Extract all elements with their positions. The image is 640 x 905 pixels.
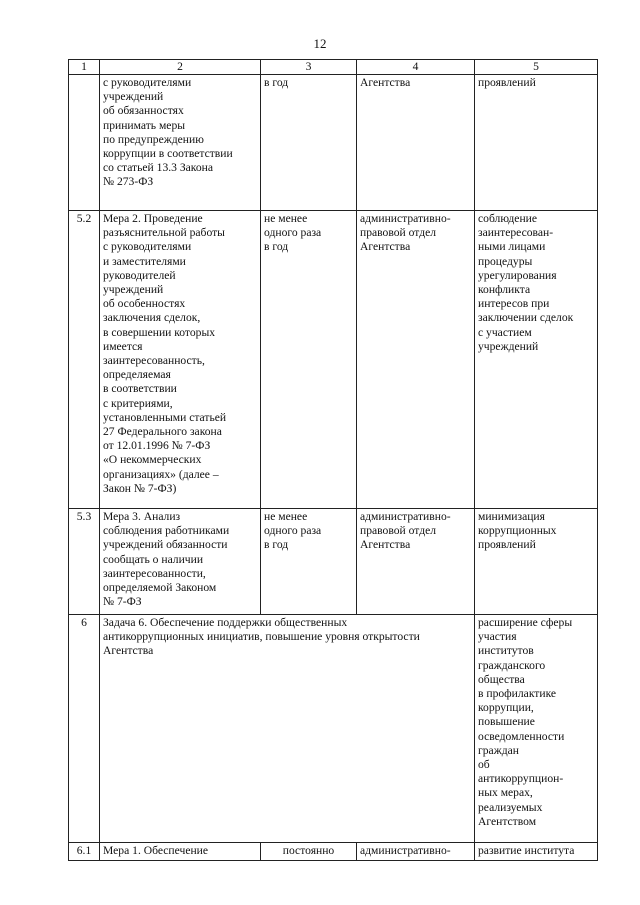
table-row [69, 75, 598, 211]
result-cell: соблюдение заинтересован- ными лицами процедуры урегулирования конфликта интересов при заключении сделок с участием учреждений [475, 211, 598, 509]
row-number [69, 75, 100, 211]
result-cell: проявлений [475, 75, 598, 211]
measure-cell: Мера 3. Анализ соблюдения работниками учреждений обязанности сообщать о наличии заинтересованности, определяемой Законом № 7-ФЗ [100, 509, 261, 615]
term-cell: в год [261, 75, 357, 211]
executor-cell: административно- правовой отдел Агентства [357, 211, 475, 509]
table-row [69, 843, 598, 861]
task-title-cell: Задача 6. Обеспечение поддержки общественных антикоррупционных инициатив, повышение уровня открытости Агентства [100, 615, 475, 843]
table-row [69, 211, 598, 509]
measures-table [68, 59, 598, 861]
task-row [69, 615, 598, 843]
column-number-4: 4 [357, 60, 475, 75]
term-cell: постоянно [261, 843, 357, 861]
result-cell: расширение сферы участия институтов гражданского общества в профилактике коррупции, повышение осведомленности граждан об антикоррупцион- ных мерах, реализуемых Агентством [475, 615, 598, 843]
executor-cell: административно- правовой отдел Агентства [357, 509, 475, 615]
page-number: 12 [313, 36, 327, 51]
measure-cell: Мера 1. Обеспечение [100, 843, 261, 861]
column-number-2: 2 [100, 60, 261, 75]
result-cell: минимизация коррупционных проявлений [475, 509, 598, 615]
column-number-row [69, 60, 598, 75]
executor-cell: административно- [357, 843, 475, 861]
measure-cell: с руководителями учреждений об обязанностях принимать меры по предупреждению коррупции в соответствии со статьей 13.3 Закона № 273-ФЗ [100, 75, 261, 211]
term-cell: не менее одного раза в год [261, 509, 357, 615]
measure-cell: Мера 2. Проведение разъяснительной работы с руководителями и заместителями руководителей учреждений об особенностях заключения сделок, в совершении которых имеется заинтересованность, определяемая в соответствии с критериями, установленными статьей 27 Федерального закона от 12.01.1996 № 7-ФЗ «О некоммерческих организациях» (далее – Закон № 7-ФЗ) [100, 211, 261, 509]
term-cell: не менее одного раза в год [261, 211, 357, 509]
column-number-3: 3 [261, 60, 357, 75]
row-number: 5.2 [69, 211, 100, 509]
row-number: 5.3 [69, 509, 100, 615]
column-number-1: 1 [69, 60, 100, 75]
row-number: 6 [69, 615, 100, 843]
table-row [69, 509, 598, 615]
column-number-5: 5 [475, 60, 598, 75]
row-number: 6.1 [69, 843, 100, 861]
result-cell: развитие института [475, 843, 598, 861]
executor-cell: Агентства [357, 75, 475, 211]
